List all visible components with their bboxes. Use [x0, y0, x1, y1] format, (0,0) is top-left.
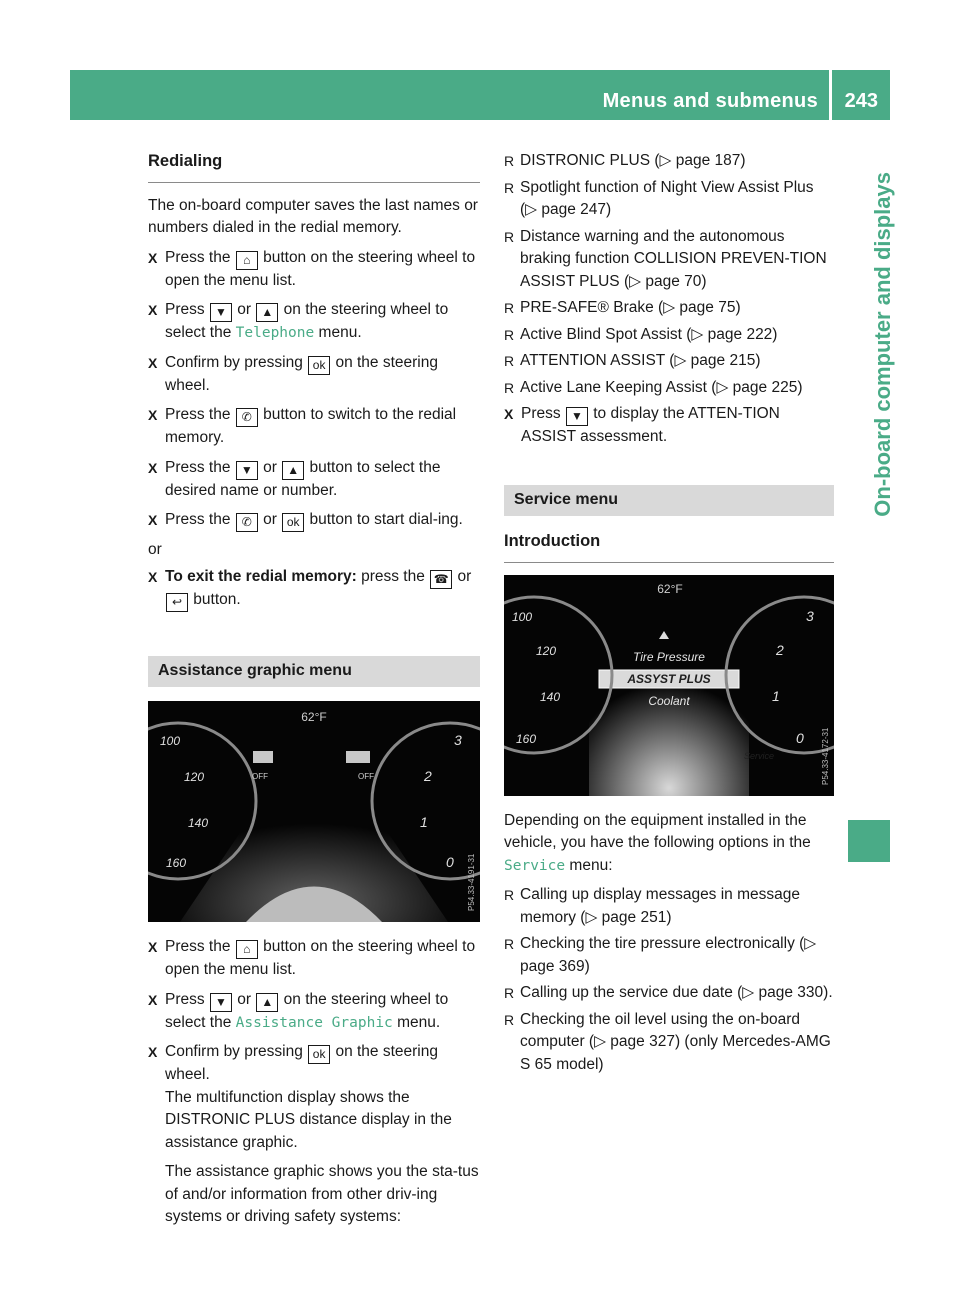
service-option-item: R Checking the tire pressure electronically (▷ page 369) — [504, 935, 817, 975]
assist-rev-2: 2 — [424, 768, 432, 784]
redialing-heading: Redialing — [148, 150, 480, 183]
step-marker-icon: X — [148, 991, 158, 1008]
assist-system-item: R ATTENTION ASSIST (▷ page 215) — [504, 350, 834, 373]
service-temp: 62°F — [657, 581, 683, 596]
service-option-item: R Checking the oil level using the on-board computer (▷ page 327) (only Mercedes-AMG S 65 model) — [504, 1010, 831, 1073]
service-rev-3: 3 — [806, 607, 814, 624]
service-menu-label: Service — [504, 857, 566, 874]
assist-description: The assistance graphic shows you the sta-tus of and/or information from other driv-ing systems or driving safety systems: — [165, 1163, 479, 1225]
attention-assist-step: X Press ▼ to display the ATTEN-TION ASSIST assessment. — [504, 405, 780, 445]
step-marker-icon: X — [148, 568, 158, 585]
side-tab-marker — [848, 820, 890, 862]
phone-key-icon: ✆ — [236, 408, 258, 427]
assist-temp: 62°F — [301, 710, 327, 724]
assist-step-1: X Press the ⌂ button on the steering wheel to open the menu list. — [148, 938, 476, 978]
assistance-graphic-menu-label: Assistance Graphic — [235, 1014, 393, 1031]
assistance-graphic-band: Assistance graphic menu — [148, 656, 480, 688]
service-speed-140: 140 — [540, 689, 561, 704]
assist-speed-100: 100 — [160, 734, 181, 748]
redial-step-6: X Press the ✆ or ok button to start dial-ing. — [148, 509, 480, 532]
up-key-icon: ▲ — [282, 461, 304, 480]
bullet-icon: R — [504, 300, 515, 316]
up-key-icon: ▲ — [256, 303, 278, 322]
redial-step-4: X Press the ✆ button to switch to the redial memory. — [148, 406, 457, 446]
assist-system-item: R Spotlight function of Night View Assist Plus (▷ page 247) — [504, 178, 814, 218]
assist-rev-0: 0 — [446, 854, 454, 870]
ok-key-icon: ok — [308, 356, 330, 375]
service-rev-0: 0 — [796, 729, 804, 746]
telephone-menu-label: Telephone — [235, 325, 315, 341]
assist-speed-160: 160 — [166, 856, 187, 870]
assist-speed-140: 140 — [188, 816, 209, 830]
redial-step-1: X Press the ⌂ button on the steering wheel to open the menu list. — [148, 248, 476, 289]
ok-key-icon: ok — [282, 513, 304, 532]
service-item-tire-pressure: Tire Pressure — [633, 649, 705, 664]
left-column — [148, 150, 480, 1236]
phone-key-icon: ✆ — [236, 513, 258, 532]
back-key-icon: ↩ — [166, 593, 188, 612]
step-marker-icon: X — [148, 1044, 158, 1060]
bullet-icon: R — [504, 936, 515, 952]
step-marker-icon: X — [148, 302, 158, 318]
bullet-icon: R — [504, 1011, 515, 1028]
down-key-icon: ▼ — [566, 407, 588, 426]
assist-system-item: R PRE-SAFE® Brake (▷ page 75) — [504, 297, 834, 320]
redial-step-2: X Press ▼ or ▲ on the steering wheel to select the Telephone menu. — [148, 301, 449, 341]
right-column — [504, 150, 834, 1080]
step-marker-icon: X — [148, 512, 158, 528]
redial-step-3: X Confirm by pressing ok on the steering wheel. — [148, 353, 438, 394]
service-image-code: P54.33-4172-31 — [821, 727, 830, 785]
redial-step-5: X Press the ▼ or ▲ button to select the desired name or number. — [148, 458, 441, 499]
assist-image-code: P54.33-4191-31 — [467, 853, 476, 911]
assistance-graphic-image — [148, 701, 480, 922]
home-key-icon: ⌂ — [236, 251, 258, 270]
assist-step-2: X Press ▼ or ▲ on the steering wheel to select the Assistance Graphic menu. — [148, 990, 449, 1031]
assist-speed-120: 120 — [184, 770, 205, 784]
down-key-icon: ▼ — [236, 461, 258, 480]
down-key-icon: ▼ — [210, 993, 232, 1012]
service-menu-band: Service menu — [504, 485, 834, 517]
step-marker-icon: X — [148, 249, 158, 266]
step-marker-icon: X — [148, 459, 158, 476]
ok-key-icon: ok — [308, 1045, 330, 1064]
service-item-coolant: Coolant — [648, 693, 690, 708]
service-option-item: R Calling up display messages in message memory (▷ page 251) — [504, 886, 801, 926]
bullet-icon: R — [504, 326, 515, 343]
step-marker-icon: X — [148, 407, 158, 423]
header-title: Menus and submenus — [602, 90, 818, 112]
page-header — [70, 70, 890, 120]
bullet-icon: R — [504, 353, 515, 369]
assist-step-3: X Confirm by pressing ok on the steering wheel. The multifunction display shows the DISTRONIC PLUS distance display in the assistance graphic. — [148, 1043, 452, 1151]
down-key-icon: ▼ — [210, 303, 232, 322]
bullet-icon: R — [504, 228, 515, 245]
or-text: or — [148, 541, 162, 558]
service-rev-2: 2 — [776, 641, 784, 658]
service-item-assyst-plus: ASSYST PLUS — [627, 671, 711, 686]
bullet-icon: R — [504, 179, 515, 196]
bullet-icon: R — [504, 887, 515, 903]
service-speed-120: 120 — [536, 643, 557, 658]
exit-redial-step: X To exit the redial memory: press the ☎ or ↩ button. — [148, 566, 480, 612]
service-option-item: R Calling up the service due date (▷ page 330). — [504, 982, 834, 1005]
step-marker-icon: X — [148, 354, 158, 371]
service-rev-1: 1 — [772, 687, 780, 704]
step-marker-icon: X — [148, 939, 158, 955]
home-key-icon: ⌂ — [236, 940, 258, 959]
service-speed-100: 100 — [512, 609, 533, 624]
service-menu-image — [504, 575, 834, 796]
bullet-icon: R — [504, 153, 515, 169]
hang-up-key-icon: ☎ — [430, 570, 452, 589]
assist-system-item: R Distance warning and the autonomous braking function COLLISION PREVEN-TION ASSIST PLUS (▷ page 70) — [504, 227, 827, 290]
page-number: 243 — [844, 90, 878, 112]
assist-off-right: OFF — [358, 772, 374, 781]
up-key-icon: ▲ — [256, 993, 278, 1012]
assist-system-item: R DISTRONIC PLUS (▷ page 187) — [504, 150, 834, 173]
assist-system-item: R Active Lane Keeping Assist (▷ page 225) — [504, 377, 834, 400]
introduction-heading: Introduction — [504, 530, 834, 563]
service-intro: Depending on the equipment installed in the vehicle, you have the following options in the Service menu: — [504, 811, 811, 874]
service-speed-160: 160 — [516, 731, 537, 746]
redialing-intro: The on-board computer saves the last names or numbers dialed in the redial memory. — [148, 196, 478, 236]
bullet-icon: R — [504, 379, 515, 396]
step-marker-icon: X — [504, 406, 514, 422]
assist-system-item: R Active Blind Spot Assist (▷ page 222) — [504, 324, 834, 347]
header-divider — [829, 70, 832, 120]
assist-rev-3: 3 — [454, 732, 462, 748]
assist-off-left: OFF — [252, 772, 268, 781]
assist-rev-1: 1 — [420, 814, 428, 830]
bullet-icon: R — [504, 985, 515, 1001]
assist-result-text: The multifunction display shows the DISTRONIC PLUS distance display in the assistance graphic. — [165, 1088, 452, 1151]
service-footer: Service — [744, 750, 775, 761]
side-tab-label: On-board computer and displays — [870, 172, 895, 517]
